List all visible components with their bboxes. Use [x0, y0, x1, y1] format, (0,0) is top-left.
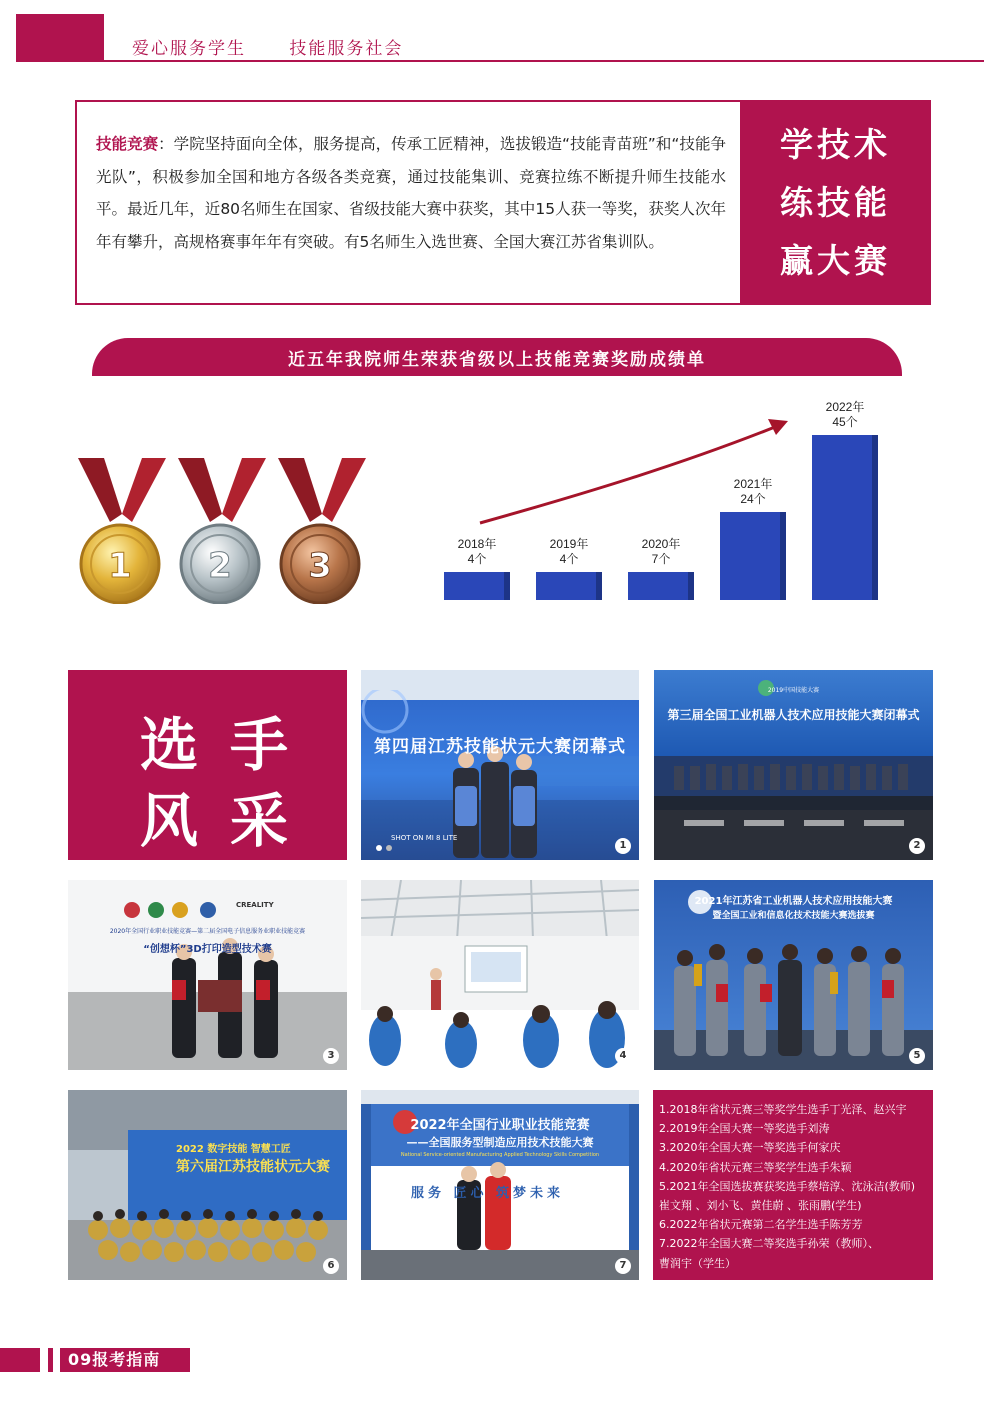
slogan-right: 技能服务社会	[289, 39, 404, 59]
awards-bar-chart	[430, 395, 910, 605]
caption-item: 1.2018年省状元赛三等奖学生选手丁光泽、赵兴宇	[659, 1103, 907, 1116]
caption-item: 7.2022年全国大赛二等奖选手孙荣（教师）、	[659, 1237, 879, 1251]
caption-item: 曹润宇（学生）	[659, 1256, 736, 1270]
medal-bronze	[278, 458, 366, 603]
chart-value-label: 7个	[651, 552, 671, 566]
medal-silver-number: 2	[208, 546, 232, 586]
caption-item: 6.2022年省状元赛第二名学生选手陈芳芳	[659, 1218, 863, 1232]
photo-4	[361, 880, 639, 1070]
awards-banner	[92, 338, 902, 376]
players-char-3: 风	[140, 787, 199, 855]
header-rule	[104, 60, 984, 62]
chart-value-label: 4个	[559, 552, 579, 566]
caption-item: 4.2020年省状元赛三等奖学生选手朱颖	[659, 1160, 852, 1174]
chart-marks	[444, 399, 878, 600]
photo-5-sub-text: 暨全国工业和信息化技术技能大赛选拔赛	[712, 911, 875, 921]
photo-7-english-text: National Service-oriented Manufacturing Applied Technology Skills Competition	[400, 1152, 600, 1158]
chart-category-label: 2021年	[733, 477, 773, 491]
chart-bar	[720, 512, 786, 600]
medal-bronze-number: 3	[308, 546, 332, 586]
photo-3-brand: CREALITY	[236, 901, 274, 909]
photo-6-banner-text: 第六届江苏技能状元大赛	[176, 1159, 330, 1175]
chart-bar-shade	[872, 435, 878, 600]
side-line-1: 学技术	[780, 124, 891, 164]
chart-category-label: 2019年	[549, 537, 589, 551]
photo-3-banner-text: “创想杯”3D打印造型技术赛	[143, 944, 272, 955]
chart-bar-shade	[504, 572, 510, 600]
medal-gold-number: 1	[108, 546, 132, 586]
photo-1-banner-text: 第四届江苏技能状元大赛闭幕式	[374, 737, 626, 757]
medal-silver	[178, 458, 266, 603]
caption-item: 崔文翔 、刘小飞、黄佳蔚 、张雨鹏(学生)	[659, 1199, 862, 1213]
side-line-2: 练技能	[780, 182, 891, 222]
intro-side-panel	[740, 100, 931, 305]
chart-bar	[812, 435, 878, 600]
chart-value-label: 45个	[832, 415, 858, 429]
photo-2-number: 2	[909, 838, 925, 854]
photo-5	[654, 880, 933, 1070]
footer-accent-stripe	[48, 1348, 53, 1372]
footer-accent-bar	[0, 1348, 40, 1372]
trend-arrow-line	[480, 425, 780, 523]
photo-6-top-text: 2022 数字技能 智慧工匠	[176, 1144, 291, 1155]
chart-bar-shade	[596, 572, 602, 600]
players-char-2: 手	[230, 711, 289, 779]
chart-bar	[444, 572, 510, 600]
photo-1	[361, 670, 639, 860]
photo-7-slogan: 服务 匠心 筑梦未来	[411, 1186, 565, 1201]
photo-4-number: 4	[615, 1048, 631, 1064]
intro-body: ：学院坚持面向全体，服务提高，传承工匠精神，选拔锻造“技能青苗班”和“技能争光队”，积极参加全国和地方各级各类竞赛，通过技能集训、竞赛拉练不断提升师生技能水平。最近几年，近80名师生在国家、省级技能大赛中获奖，其中15人获一等奖，获奖人次年年有攀升，高规格赛事年年有突破。有5名师生入选世赛、全国大赛江苏省集训队。	[96, 135, 726, 251]
players-char-1: 选	[140, 711, 199, 779]
photo-3	[68, 880, 347, 1070]
caption-item: 5.2021年全国选拔赛获奖选手蔡培淳、沈泳洁(教师)	[659, 1179, 916, 1193]
medal-gold	[78, 458, 166, 603]
photo-6-scene	[68, 1090, 347, 1280]
chart-bar-shade	[780, 512, 786, 600]
chart-value-label: 4个	[467, 552, 487, 566]
players-section-title	[68, 670, 347, 860]
slogan-left: 爱心服务学生	[132, 39, 246, 59]
players-char-4: 采	[230, 787, 289, 855]
photo-5-number: 5	[909, 1048, 925, 1064]
intro-paragraph	[96, 128, 726, 258]
photo-6	[68, 1090, 347, 1280]
photo-captions	[653, 1090, 933, 1280]
medals-illustration	[70, 452, 370, 604]
awards-banner-title: 近五年我院师生荣获省级以上技能竞赛奖励成绩单	[288, 349, 706, 370]
photo-2-banner-text: 第三届全国工业机器人技术应用技能大赛闭幕式	[667, 708, 920, 722]
header-accent-block	[16, 14, 104, 62]
photo-7	[361, 1090, 639, 1280]
chart-bar	[536, 572, 602, 600]
footer-page-label: 09报考指南	[60, 1348, 190, 1372]
photo-3-number: 3	[323, 1048, 339, 1064]
chart-bar	[628, 572, 694, 600]
chart-category-label: 2020年	[641, 537, 681, 551]
side-line-3: 赢大赛	[780, 240, 891, 280]
photo-2-scene	[654, 670, 933, 860]
photo-7-sub-text: ——全国服务型制造应用技术技能大赛	[406, 1136, 594, 1149]
photo-1-camera-mark: SHOT ON MI 8 LITE	[391, 834, 458, 842]
chart-bar-shade	[688, 572, 694, 600]
caption-item: 2.2019年全国大赛一等奖选手刘涛	[659, 1122, 830, 1136]
photo-3-scene	[68, 880, 347, 1070]
photo-2-top-text: 2019中国技能大赛	[767, 687, 820, 694]
photo-4-scene	[361, 880, 639, 1070]
photo-1-number: 1	[615, 838, 631, 854]
chart-value-label: 24个	[740, 492, 766, 506]
chart-category-label: 2018年	[457, 537, 497, 551]
photo-7-number: 7	[615, 1258, 631, 1274]
photo-7-banner-text: 2022年全国行业职业技能竞赛	[410, 1118, 590, 1133]
photo-3-top-text: 2020年全国行业职业技能竞赛—第二届全国电子信息服务业职业技能竞赛	[109, 928, 306, 935]
intro-label: 技能竞赛	[96, 135, 159, 153]
header-slogan	[132, 34, 439, 59]
photo-2	[654, 670, 933, 860]
chart-category-label: 2022年	[825, 400, 865, 414]
photo-6-number: 6	[323, 1258, 339, 1274]
photo-5-banner-text: 2021年江苏省工业机器人技术应用技能大赛	[694, 896, 893, 907]
caption-item: 3.2020年全国大赛一等奖选手何家庆	[659, 1141, 841, 1155]
